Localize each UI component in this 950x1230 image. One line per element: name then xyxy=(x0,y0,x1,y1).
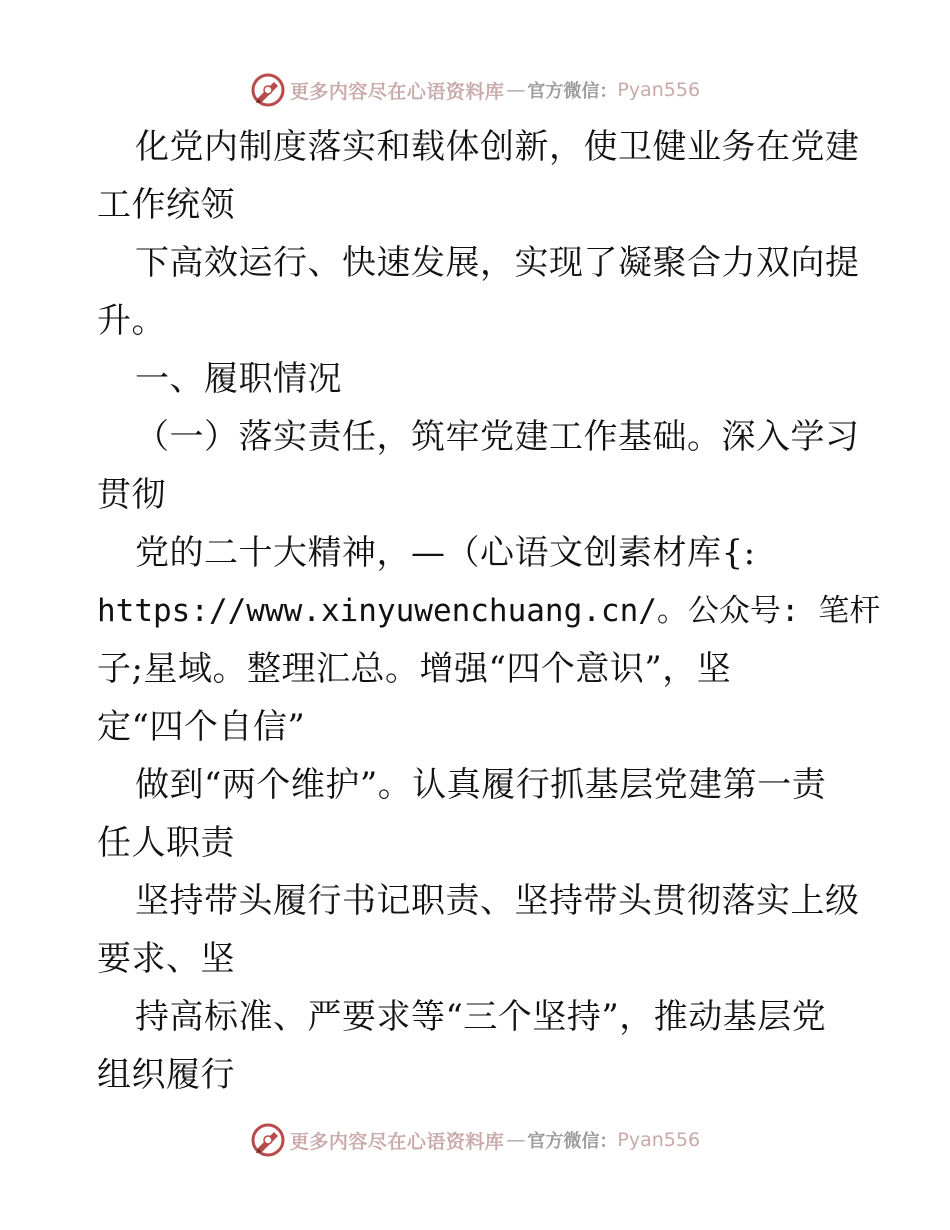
text-line: 任人职责 xyxy=(97,823,235,863)
url-line: https://www.xinyuwenchuang.cn/。公众号: 笔杆 xyxy=(97,593,881,629)
text-line: 工作统领 xyxy=(97,185,235,225)
text-line: 持高标准、严要求等“三个坚持”，推动基层党 xyxy=(135,997,827,1037)
banner-separator: — xyxy=(506,1129,526,1151)
text-line: 定“四个自信” xyxy=(97,707,306,747)
text-line: 坚持带头履行书记职责、坚持带头贯彻落实上级 xyxy=(135,881,860,921)
header-banner xyxy=(0,70,950,110)
banner-text: 更多内容尽在心语资料库 xyxy=(289,1130,505,1153)
wechat-label: 官方微信： xyxy=(527,81,618,102)
text-line: 要求、坚 xyxy=(97,939,235,979)
wechat-id: Pyan556 xyxy=(617,1129,701,1151)
text-line: 组织履行 xyxy=(97,1055,235,1095)
subsection-heading: （一）落实责任，筑牢党建工作基础。深入学习 xyxy=(135,417,860,457)
pen-logo-icon xyxy=(250,1122,286,1158)
document-body xyxy=(97,118,881,1104)
pen-logo-icon xyxy=(250,72,286,108)
text-line: 做到“两个维护”。认真履行抓基层党建第一责 xyxy=(135,765,827,805)
banner-text: 更多内容尽在心语资料库 xyxy=(289,80,505,103)
text-line: 贯彻 xyxy=(97,475,166,515)
wechat-label: 官方微信： xyxy=(527,1131,618,1152)
text-line: 下高效运行、快速发展，实现了凝聚合力双向提 xyxy=(135,243,860,283)
text-line: 党的二十大精神，—（心语文创素材库{: xyxy=(135,533,756,573)
wechat-id: Pyan556 xyxy=(617,79,701,101)
footer-banner xyxy=(0,1120,950,1160)
text-line: 化党内制度落实和载体创新，使卫健业务在党建 xyxy=(135,127,860,167)
text-line: 升。 xyxy=(97,301,166,341)
text-line: 子;星域。整理汇总。增强“四个意识”，坚 xyxy=(97,649,732,689)
section-heading: 一、履职情况 xyxy=(135,359,342,399)
banner-separator: — xyxy=(506,79,526,101)
